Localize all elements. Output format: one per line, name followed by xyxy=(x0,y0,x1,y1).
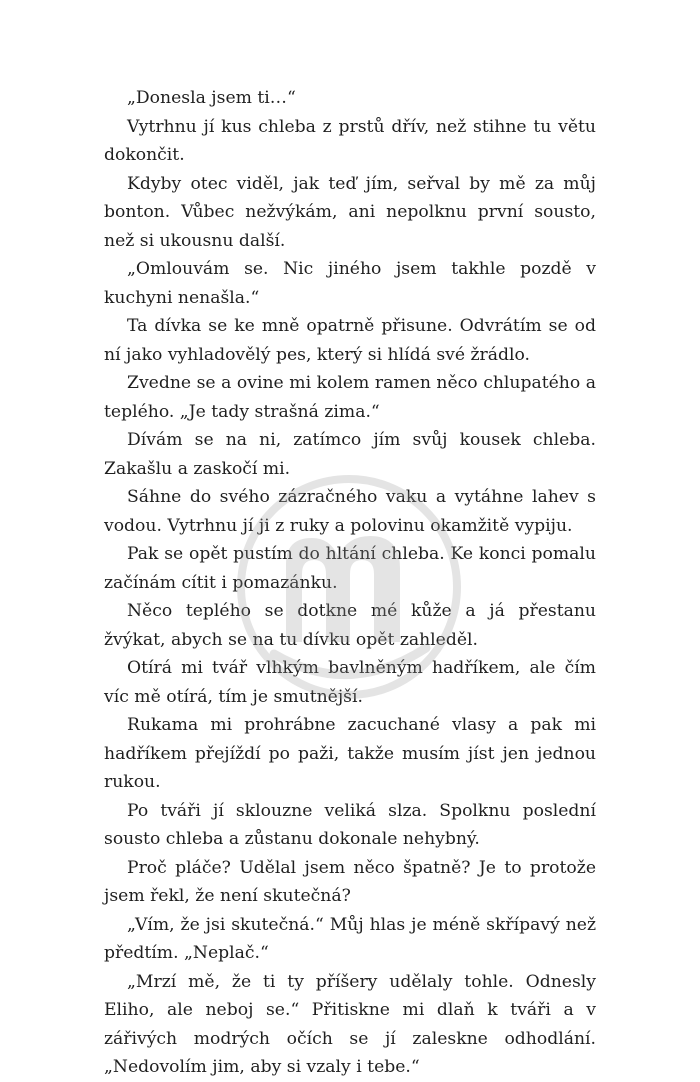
paragraph-2: Vytrhnu jí kus chleba z prstů dřív, než stihne tu větu dokončit. xyxy=(104,116,596,165)
paragraph-3: Kdyby otec viděl, jak teď jím, seřval by mě za můj bonton. Vůbec nežvýkám, ani nepolknu první sousto, než si ukousnu další. xyxy=(104,173,596,251)
paragraph-12: Rukama mi prohrábne zacuchané vlasy a pak mi hadříkem přejíždí po paži, takže musím jíst jen jednou rukou. xyxy=(104,715,596,792)
paragraph-8: Sáhne do svého zázračného vaku a vytáhne lahev s vodou. Vytrhnu jí ji z ruky a polovinu okamžitě vypiju. xyxy=(104,487,596,536)
paragraph-11: Otírá mi tvář vlhkým bavlněným hadříkem, ale čím víc mě otírá, tím je smutnější. xyxy=(104,658,596,707)
paragraph-14: Proč pláče? Udělal jsem něco špatně? Je to protože jsem řekl, že není skutečná? xyxy=(104,857,596,906)
paragraph-13: Po tváři jí sklouzne veliká slza. Spolknu poslední sousto chleba a zůstanu dokonale nehybný. xyxy=(104,800,596,849)
paragraph-5: Ta dívka se ke mně opatrně přisune. Odvrátím se od ní jako vyhladovělý pes, který si hlídá své žrádlo. xyxy=(104,316,596,365)
paragraph-4: „Omlouvám se. Nic jiného jsem takhle pozdě v kuchyni nenašla.“ xyxy=(104,259,596,308)
paragraph-16: „Mrzí mě, že ti ty příšery udělaly tohle. Odnesly Eliho, ale neboj se.“ Přitiskne mi dlaň k tváři a v zářivých modrých očích se jí zaleskne odhodlání. „Nedovolím jim, aby si vzaly i tebe.“ xyxy=(104,971,596,1077)
paragraph-7: Dívám se na ni, zatímco jím svůj kousek chleba. Zakašlu a zaskočí mi. xyxy=(104,430,596,479)
paragraph-15: „Vím, že jsi skutečná.“ Můj hlas je méně skřípavý než předtím. „Neplač.“ xyxy=(104,914,596,963)
paragraph-9: Pak se opět pustím do hltání chleba. Ke konci pomalu začínám cítit i pomazánku. xyxy=(104,544,596,593)
paragraph-10: Něco teplého se dotkne mé kůže a já přestanu žvýkat, abych se na tu dívku opět zahleděl. xyxy=(104,601,596,650)
paragraph-6: Zvedne se a ovine mi kolem ramen něco chlupatého a teplého. „Je tady strašná zima.“ xyxy=(104,373,596,422)
page-text xyxy=(104,84,596,1082)
paragraph-1: „Donesla jsem ti…“ xyxy=(127,88,296,108)
